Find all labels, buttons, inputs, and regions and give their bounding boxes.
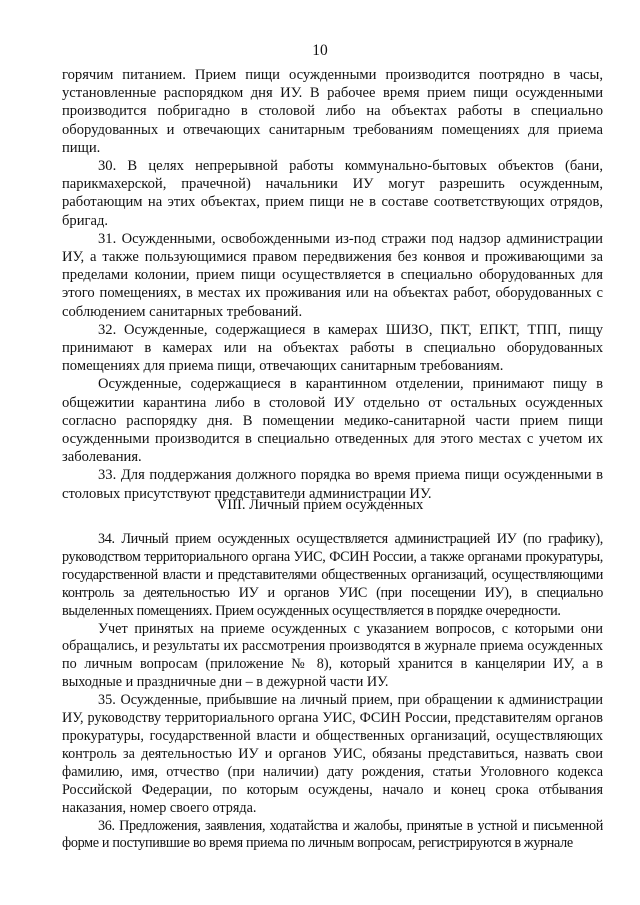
body-text-bottom: [62, 531, 603, 853]
paragraph-quarantine: Осужденные, содержащиеся в карантинном отделении, принимают пищу в общежитии карантина либо в столовой ИУ отдельно от остальных осужденных согласно распорядку дня. В помещении медико-санитарной части прием пищи осужденными производится в специально отведенных для этого местах с учетом их заболевания.: [62, 376, 603, 466]
section-heading: VIII. Личный прием осужденных: [216, 497, 424, 513]
paragraph-36: 36. Предложения, заявления, ходатайства и жалобы, принятые в устной и письменной форме и поступившие во время приема по личным вопросам, регистрируются в журнале: [62, 817, 603, 852]
paragraph-continuation: горячим питанием. Прием пищи осужденными производится поотрядно в часы, установленные распорядком дня ИУ. В рабочее время прием пищи осужденными производится побригадно в столовой либо на объектах работы в специально оборудованных и отвечающих санитарным требованиям помещениях для приема пищи.: [62, 67, 603, 156]
paragraph-registration: Учет принятых на приеме осужденных с указанием вопросов, с которыми они обращались, и результаты их рассмотрения производятся в журнале приема осужденных по личным вопросам (приложение № 8), который хранится в канцелярии ИУ, а в выходные и праздничные дни – в дежурной части ИУ.: [62, 620, 603, 691]
page-number: 10: [312, 42, 328, 59]
body-text-top: [62, 66, 603, 503]
paragraph-30: 30. В целях непрерывной работы коммунально-бытовых объектов (бани, парикмахерской, прачечной) начальники ИУ могут разрешить осужденным, работающим на этих объектах, прием пищи не в составе соответствующих отрядов, бригад.: [62, 158, 603, 229]
paragraph-34: 34. Личный прием осужденных осуществляется администрацией ИУ (по графику), руководством территориального органа УИС, ФСИН России, а также органами прокуратуры, государственной власти и представителями общественных организаций, осуществляющими контроль за деятельностью ИУ и органов УИС (при посещении ИУ), в специально выделенных помещениях. Прием осужденных осуществляется в порядке очередности.: [62, 531, 603, 619]
paragraph-35: 35. Осужденные, прибывшие на личный прием, при обращении к администрации ИУ, руководству территориального органа УИС, ФСИН России, представителям органов прокуратуры, государственной власти и общественных организаций, осуществляющих контроль за деятельностью ИУ и органов УИС, обязаны представиться, назвать свои фамилию, имя, отчество (при наличии) дату рождения, статьи Уголовного кодекса Российской Федерации, по которым осуждены, начало и конец срока отбывания наказания, номер своего отряда.: [62, 692, 603, 816]
paragraph-32: 32. Осужденные, содержащиеся в камерах ШИЗО, ПКТ, ЕПКТ, ТПП, пищу принимают в камерах или на объектах работы в специально оборудованных помещениях для приема пищи, отвечающих санитарным требованиям.: [62, 321, 603, 375]
paragraph-33: 33. Для поддержания должного порядка во время приема пищи осужденными в столовых присутствуют представители администрации ИУ.: [62, 467, 603, 502]
paragraph-31: 31. Осужденными, освобожденными из-под стражи под надзор администрации ИУ, а также пользующимися правом передвижения без конвоя и проживающими за пределами колонии, прием пищи осуществляется в специально оборудованных для этого помещениях, в местах их проживания или на объектах работ, оборудованных с соблюдением санитарных требований.: [62, 230, 603, 320]
